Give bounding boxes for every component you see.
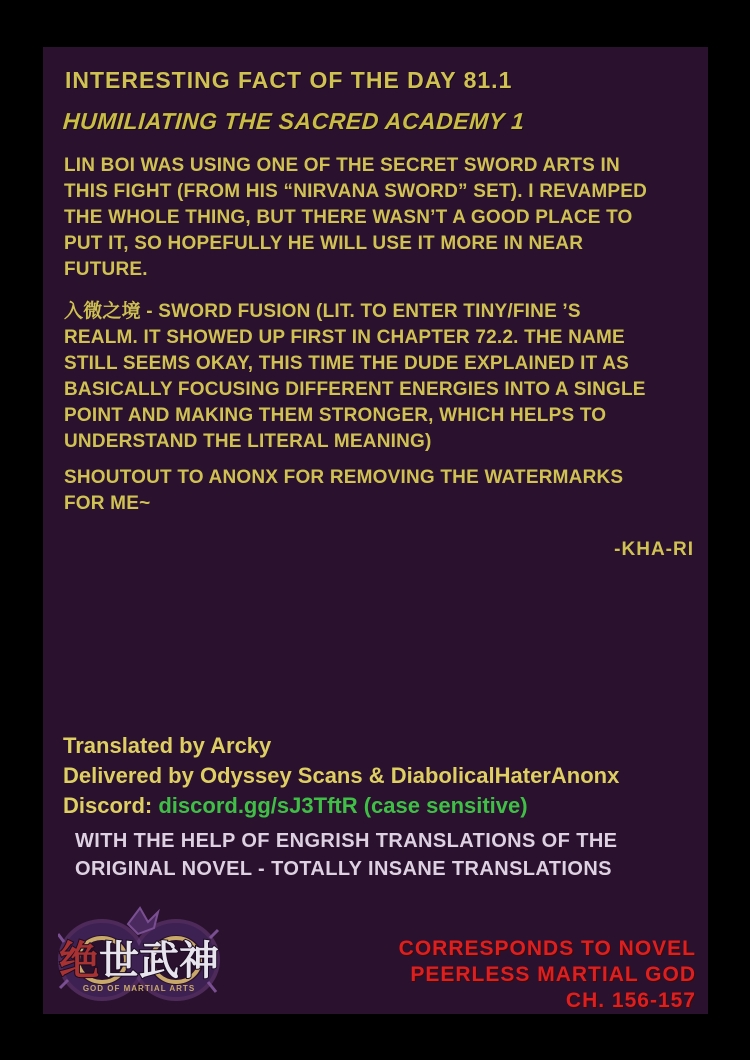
shoutout-paragraph: [64, 465, 623, 517]
shoutout-line: FOR ME~: [64, 493, 151, 514]
engrish-line: WITH THE HELP OF ENGRISH TRANSLATIONS OF THE: [75, 830, 618, 852]
shoutout-line: SHOUTOUT TO ANONX FOR REMOVING THE WATERMARKS: [64, 467, 624, 488]
fact-paragraph: [64, 153, 647, 283]
delivered-by-line: Delivered by Odyssey Scans & DiabolicalHaterAnonx: [63, 763, 620, 788]
discord-label: Discord:: [63, 793, 159, 818]
fact-line: THIS FIGHT (FROM HIS “NIRVANA SWORD” SET). I REVAMPED: [64, 181, 648, 202]
fusion-line: BASICALLY FOCUSING DIFFERENT ENERGIES INTO A SINGLE: [64, 379, 646, 400]
fusion-line: POINT AND MAKING THEM STRONGER, WHICH HELPS TO: [64, 405, 607, 426]
fact-line: FUTURE.: [64, 259, 148, 280]
discord-line: [63, 791, 619, 821]
logo-subtext: GOD OF MARTIAL ARTS: [82, 984, 196, 993]
content-panel: [43, 47, 708, 1014]
fusion-line: 入微之境 - SWORD FUSION (LIT. TO ENTER TINY/FINE ’S: [64, 301, 581, 322]
sword-fusion-paragraph: [64, 299, 646, 455]
fusion-line: STILL SEEMS OKAY, THIS TIME THE DUDE EXPLAINED IT AS: [64, 353, 629, 374]
novel-ref-line: CORRESPONDS TO NOVEL: [398, 937, 696, 960]
fusion-line: REALM. IT SHOWED UP FIRST IN CHAPTER 72.2. THE NAME: [64, 327, 625, 348]
fact-line: LIN BOI WAS USING ONE OF THE SECRET SWORD ARTS IN: [64, 155, 620, 176]
novel-ref-line: PEERLESS MARTIAL GOD: [410, 963, 696, 986]
novel-ref-line: CH. 156-157: [565, 989, 696, 1012]
fact-line: PUT IT, SO HOPEFULLY HE WILL USE IT MORE IN NEAR: [64, 233, 584, 254]
dragon-logo-graphic: [58, 902, 220, 1014]
god-of-martial-arts-logo: [58, 902, 220, 1014]
engrish-note: [75, 827, 617, 883]
fact-line: THE WHOLE THING, BUT THERE WASN’T A GOOD PLACE TO: [64, 207, 633, 228]
credits-block: [63, 731, 619, 821]
discord-invite-link[interactable]: discord.gg/sJ3TftR (case sensitive): [158, 793, 528, 818]
fusion-line: UNDERSTAND THE LITERAL MEANING): [64, 431, 432, 452]
logo-chinese-title: 绝世武神: [59, 938, 219, 984]
translated-by-line: Translated by Arcky: [63, 733, 272, 758]
page-title: INTERESTING FACT OF THE DAY 81.1: [65, 67, 513, 93]
page-subtitle: HUMILIATING THE SACRED ACADEMY 1: [62, 108, 526, 134]
translator-signature: -KHA-RI: [614, 539, 694, 560]
engrish-line: ORIGINAL NOVEL - TOTALLY INSANE TRANSLATIONS: [75, 858, 612, 880]
novel-reference: [399, 936, 696, 1014]
